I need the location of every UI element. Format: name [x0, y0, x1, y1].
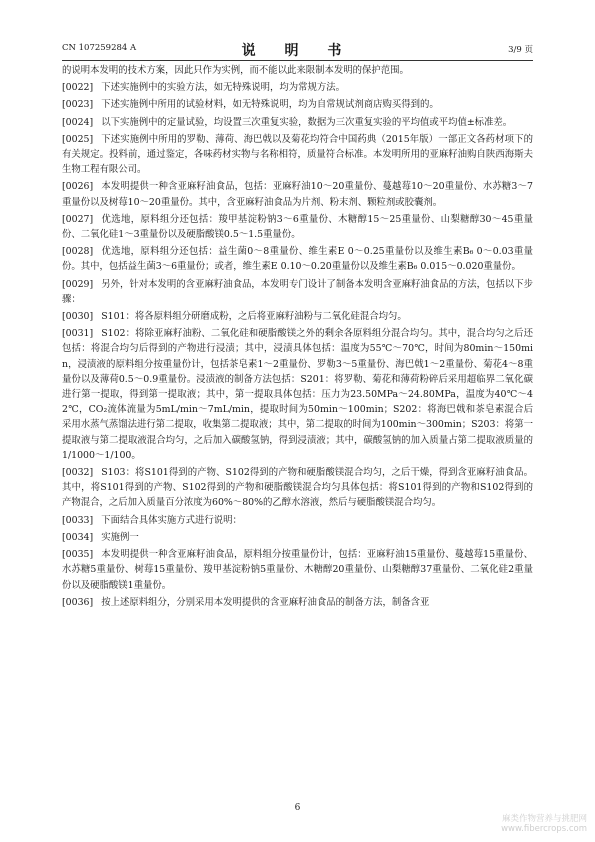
- paragraph-text: 本发明提供一种含亚麻籽油食品，包括：亚麻籽油10～20重量份、蔓越莓10～20重量份、水苏糖3～7重量份以及树莓10～20重量份。其中，含亚麻籽油食品为片剂、粉末剂、颗粒剂或胶囊剂。: [62, 181, 533, 208]
- paragraph-text: 下述实施例中所用的试验材料，如无特殊说明，均为自常规试剂商店购买得到的。: [101, 99, 439, 111]
- paragraph-number: [0029]: [62, 278, 94, 290]
- document-body: [62, 63, 533, 612]
- paragraph-text: 的说明本发明的技术方案，因此只作为实例，而不能以此来限制本发明的保护范围。: [62, 65, 409, 76]
- paragraph-text: 优选地，原料组分还包括：益生菌0～8重量份、维生素E 0～0.25重量份以及维生素B₆ 0～0.03重量份。其中，包括益生菌3～6重量份；或者，维生素E 0.10～0.20重量份以及维生素B₆ 0.015～0.020重量份。: [62, 246, 533, 273]
- paragraph: [62, 530, 533, 545]
- paragraph-number: [0030]: [62, 311, 94, 323]
- paragraph-number: [0032]: [62, 467, 94, 479]
- paragraph-number: [0026]: [62, 181, 94, 193]
- paragraph-number: [0035]: [62, 549, 94, 561]
- paragraph: [62, 97, 533, 112]
- paragraph: [62, 595, 533, 610]
- paragraph-number: [0023]: [62, 99, 94, 111]
- paragraph-text: 以下实施例中的定量试验，均设置三次重复实验，数据为三次重复实验的平均值或平均值±标准差。: [101, 116, 513, 128]
- paragraph-number: [0031]: [62, 328, 94, 340]
- paragraph-number: [0033]: [62, 514, 94, 526]
- site-watermark: [501, 814, 587, 834]
- paragraph: [62, 465, 533, 511]
- paragraph: [62, 277, 533, 307]
- paragraph-number: [0024]: [62, 116, 94, 128]
- paragraph: [62, 115, 533, 130]
- paragraph: [62, 179, 533, 209]
- paragraph-text: S101：将各原料组分研磨成粉，之后将亚麻籽油粉与二氧化硅混合均匀。: [101, 311, 407, 323]
- paragraph-text: S103：将S101得到的产物、S102得到的产物和硬脂酸镁混合均匀，之后干燥，得到含亚麻籽油食品。其中，将S101得到的产物、S102得到的产物和硬脂酸镁混合均匀具体包括：将S101得到的产物和S102得到的产物混合，之后加入质量百分浓度为60%～80%的乙醇水溶液，然后与硬脂酸镁混合均匀。: [62, 467, 533, 509]
- paragraph: [62, 547, 533, 593]
- paragraph-number: [0028]: [62, 246, 94, 258]
- document-title: 说 明 书: [241, 43, 354, 59]
- paragraph: [62, 132, 533, 178]
- paragraph-number: [0034]: [62, 531, 94, 543]
- watermark-url: www.fibercrops.com: [501, 824, 587, 834]
- paragraph-number: [0036]: [62, 596, 94, 608]
- paragraph-number: [0022]: [62, 82, 94, 94]
- page-number: 6: [294, 803, 301, 813]
- paragraph: [62, 244, 533, 274]
- page-header: [62, 40, 533, 61]
- paragraph-text: 优选地，原料组分还包括：羧甲基淀粉钠3～6重量份、木糖醇15～25重量份、山梨糖醇30～45重量份、二氧化硅1～3重量份以及硬脂酸镁0.5～1.5重量份。: [62, 213, 533, 241]
- paragraph: [62, 513, 533, 528]
- paragraph: [62, 80, 533, 95]
- paragraph: [62, 212, 533, 242]
- paragraph-text: 下述实施例中的实验方法，如无特殊说明，均为常规方法。: [101, 82, 345, 94]
- paragraph-text: 按上述原料组分，分别采用本发明提供的含亚麻籽油食品的制备方法，制备含亚: [101, 596, 430, 608]
- paragraph-text: 另外，针对本发明的含亚麻籽油食品，本发明专门设计了制备本发明含亚麻籽油食品的方法，包括以下步骤：: [62, 278, 533, 305]
- paragraph-number: [0027]: [62, 213, 94, 225]
- paragraph: [62, 326, 533, 463]
- paragraph-text: 下面结合具体实施方式进行说明：: [101, 514, 242, 526]
- watermark-site-name: 麻类作物营养与挑肥网: [501, 814, 587, 824]
- paragraph-number: [0025]: [62, 133, 94, 145]
- paragraph: [62, 63, 533, 78]
- paragraph: [62, 309, 533, 324]
- publication-number: CN 107259284 A: [62, 43, 137, 53]
- paragraph-text: 实施例一: [101, 531, 139, 543]
- page-info: 3/9 页: [508, 45, 533, 55]
- paragraph-text: 本发明提供一种含亚麻籽油食品，原料组分按重量份计，包括：亚麻籽油15重量份、蔓越莓15重量份、水苏糖5重量份、树莓15重量份、羧甲基淀粉钠5重量份、木糖醇20重量份、山梨糖醇37重量份、二氧化硅2重量份以及硬脂酸镁1重量份。: [62, 549, 533, 591]
- paragraph-text: S102：将除亚麻籽油粉、二氧化硅和硬脂酸镁之外的剩余各原料组分混合均匀。其中，混合均匀之后还包括：将混合均匀后得到的产物进行浸渍；其中，浸渍具体包括：温度为55℃～70℃，时间为80min～150min，浸渍液的原料组分按重量份计，包括茶皂素1～2重量份、罗勒3～5重量份、海巴戟1～2重量份、菊花4～8重量份以及薄荷0.5～0.9重量份。浸渍液的制备方法包括：S201：将罗勒、菊花和薄荷粉碎后采用超临界二氧化碳进行第一提取，得到第一提取液；其中，第一提取具体包括：压力为23.50MPa～24.80MPa，温度为40℃～42℃，CO₂流体流量为5mL/min～7mL/min，提取时间为50min～100min；S202：将海巴戟和茶皂素混合后采用水蒸气蒸馏法进行第二提取，收集第二提取液；其中，第二提取的时间为100min～300min；S203：将第一提取液与第二提取液混合均匀，之后加入碳酸氢钠，得到浸渍液；其中，碳酸氢钠的加入质量占第二提取液质量的1/1000～1/100。: [62, 328, 533, 461]
- paragraph-text: 下述实施例中所用的罗勒、薄荷、海巴戟以及菊花均符合中国药典（2015年版）一部正文各药材项下的有关规定。投料前，通过鉴定，各味药材实物与名称相符，质量符合标准。本发明所用的亚麻籽油购自陕西海斯夫生物工程有限公司。: [62, 133, 533, 176]
